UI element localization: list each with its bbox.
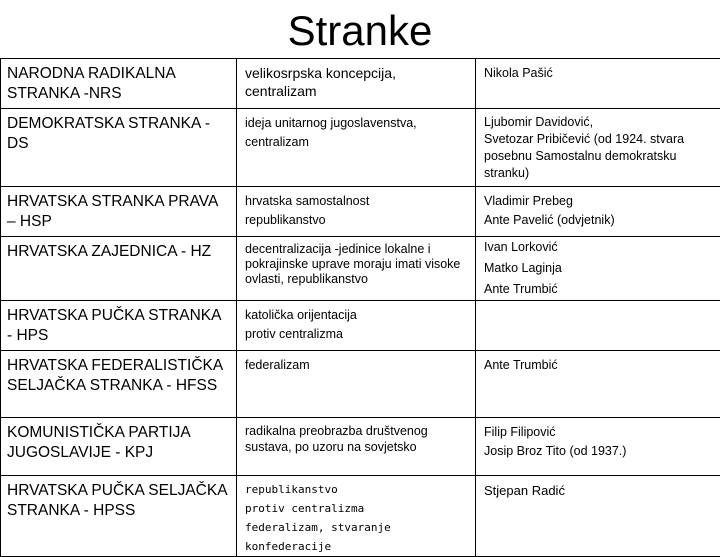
leaders-cell [476, 476, 720, 557]
leaders-cell [476, 237, 720, 301]
leader-name: Matko Laginja [484, 258, 714, 279]
leader-name: Nikola Pašić [484, 64, 714, 83]
party-name: NARODNA RADIKALNA STRANKA -NRS [1, 59, 236, 104]
party-name-cell [1, 109, 237, 187]
program-text: katolička orijentacija [245, 306, 469, 325]
table-row [1, 187, 720, 237]
program-cell [237, 109, 476, 187]
table-row [1, 301, 720, 351]
program-text: republikanstvo [245, 480, 469, 499]
leader-name: Ljubomir Davidović, [484, 114, 714, 131]
leader-name: Ivan Lorković [484, 237, 714, 258]
program-cell [237, 301, 476, 351]
party-name-cell [1, 476, 237, 557]
program-text: protiv centralizma [245, 499, 469, 518]
party-name-cell [1, 187, 237, 237]
program-text: federalizam, stvaranje konfederacije [245, 518, 469, 556]
program-cell [237, 418, 476, 476]
leader-name: Vladimir Prebeg [484, 192, 714, 211]
program-text: decentralizacija -jedinice lokalne i pokrajinske uprave moraju imati visoke ovlasti, republikanstvo [245, 242, 469, 287]
party-name: KOMUNISTIČKA PARTIJA JUGOSLAVIJE - KPJ [1, 418, 236, 463]
party-name: HRVATSKA ZAJEDNICA - HZ [1, 237, 236, 262]
leader-name: Ante Trumbić [484, 279, 714, 300]
leaders-cell [476, 187, 720, 237]
party-name: HRVATSKA PUČKA STRANKA - HPS [1, 301, 236, 346]
program-text: ideja unitarnog jugoslavenstva, centralizam [245, 114, 469, 152]
table-row [1, 109, 720, 187]
table-row [1, 59, 720, 109]
program-cell [237, 187, 476, 237]
page-title: Stranke [0, 6, 720, 56]
party-name: DEMOKRATSKA STRANKA - DS [1, 109, 236, 154]
program-text: federalizam [245, 356, 469, 375]
program-cell [237, 237, 476, 301]
parties-table [0, 58, 720, 557]
leader-name: Svetozar Pribičević (od 1924. stvara posebnu Samostalnu demokratsku stranku) [484, 131, 714, 182]
table-row [1, 418, 720, 476]
leaders-cell [476, 301, 720, 351]
party-name: HRVATSKA FEDERALISTIČKA SELJAČKA STRANKA - HFSS [1, 351, 236, 396]
table-row [1, 351, 720, 418]
party-name-cell [1, 301, 237, 351]
party-name-cell [1, 418, 237, 476]
program-cell [237, 476, 476, 557]
program-text: republikanstvo [245, 211, 469, 230]
table-row [1, 237, 720, 301]
program-text: velikosrpska koncepcija, centralizam [245, 64, 469, 100]
program-cell [237, 59, 476, 109]
leader-name: Josip Broz Tito (od 1937.) [484, 442, 714, 461]
party-name-cell [1, 237, 237, 301]
program-cell [237, 351, 476, 418]
program-text: radikalna preobrazba društvenog sustava, po uzoru na sovjetsko [245, 423, 469, 455]
party-name: HRVATSKA STRANKA PRAVA – HSP [1, 187, 236, 232]
party-name-cell [1, 59, 237, 109]
leader-name: Stjepan Radić [484, 481, 714, 500]
program-text: hrvatska samostalnost [245, 192, 469, 211]
leader-name: Ante Pavelić (odvjetnik) [484, 211, 714, 230]
leaders-cell [476, 351, 720, 418]
party-name-cell [1, 351, 237, 418]
leaders-cell [476, 109, 720, 187]
table-row [1, 476, 720, 557]
leaders-cell [476, 59, 720, 109]
program-text: protiv centralizma [245, 325, 469, 344]
party-name: HRVATSKA PUČKA SELJAČKA STRANKA - HPSS [1, 476, 236, 521]
leader-name: Filip Filipović [484, 423, 714, 442]
leaders-cell [476, 418, 720, 476]
leader-name: Ante Trumbić [484, 356, 714, 375]
